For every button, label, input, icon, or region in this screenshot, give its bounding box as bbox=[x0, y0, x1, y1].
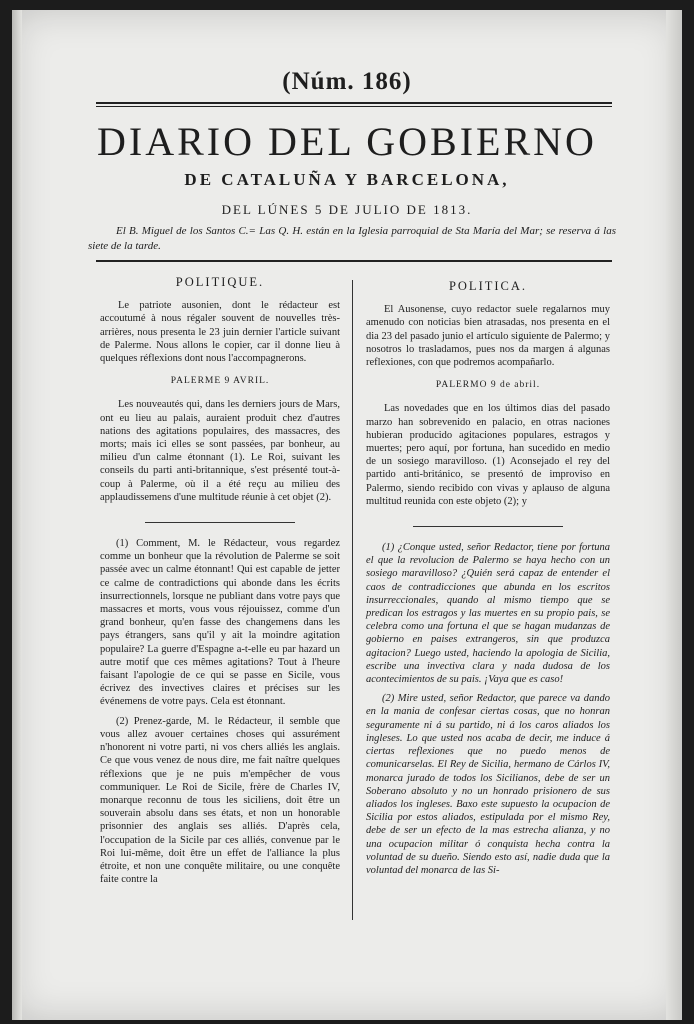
french-body: Les nouveautés qui, dans les derniers jours de Mars, ont eu lieu au palais, auraient produit chez d'autres nations des agitations populaires, des massacres, des morts; mais ici elles se sont passées, par bonheur, au milieu d'un calme étonnant (1). Le Roi, suivant les conseils du parti anti-britannique, s'est présenté tout-à-coup à Palerme, où il a été reçu au milieu des applaudissemens d'une multitude réunie à cet objet (2). bbox=[100, 399, 340, 503]
french-note-2: (2) Prenez-garde, M. le Rédacteur, il semble que vous allez avouer certaines choses qui assurément n'honorent ni votre parti, ni vos chers alliés les anglais. Ce que vous venez de nous dire, me fait naître quelques réflexions que je ne puis m'empêcher de vous communiquer. Le Roi de Sicile, frère de Charles IV, monarque reconnu de tous les siciliens, doit être un souverain absolu dans ses états, et non un honorable prisonnier des anglais ses alliés. D'après cela, l'occupation de la Sicile par ces alliés, convenue par le Roi lui-même, doit être un effet de l'alliance la plus étroite, et non une conquête militaire, ou une conquête faite contre la bbox=[100, 715, 340, 886]
french-intro: Le patriote ausonien, dont le rédacteur est accoutumé à nous régaler souvent de nouvelles très-arrières, nous presenta le 23 juin dernier l'article suivant de Palerme. Nous allons le copier, car il donne lieu à quelques réflexions dont nous l'accompagnerons. bbox=[100, 300, 340, 365]
issue-number: (Núm. 186) bbox=[282, 68, 412, 95]
issue-date: DEL LÚNES 5 DE JULIO DE 1813. bbox=[221, 202, 473, 217]
masthead-rule bbox=[96, 102, 612, 107]
spanish-intro: El Ausonense, cuyo redactor suele regalarnos muy amenudo con noticias bien atrasadas, nos presenta en el dia 23 del pasado junio el artículo siguiente de Palermo; y nosotros lo trasladamos, pues nos da margen á algunas reflexiones, con que podremos acompañarlo. bbox=[366, 304, 610, 369]
spanish-separator bbox=[413, 526, 563, 527]
spanish-body: Las novedades que en los últimos dias del pasado marzo han sobrevenido en palacio, en otras naciones hubieran producido agitaciones populares, estragos y muertes; pero aquí, por fortuna, han sucedido en medio de un sosiego maravilloso. (1) Aconsejado el rey del partido anti-británico, se presentó de improviso en Palermo, siendo recibido con vivas y aplauso de alguna multitud reunida con este objeto (2); y bbox=[366, 403, 610, 507]
newspaper-subtitle: DE CATALUÑA Y BARCELONA, bbox=[184, 170, 510, 189]
french-note-1: (1) Comment, M. le Rédacteur, vous regardez comme un bonheur que la révolution de Palerme se soit passée avec un calme étonnant! Qui est capable de jetter ce calme de contradictions qui abonde dans les écrits insurrectionnels, lorsque ne publiant dans votre pays que massacres et morts, vous vous réjouissez, comme d'un grand bonheur, qu'en fasse des changemens dans les pays étrangers, sans qu'il y ait la moindre agitation populaire? La guerre d'Espagne a-t-elle eu par hazard un autre motif que ces mêmes agitations? Tout à l'heure faisant l'apologie de ce qui se passe en Sicile, vous écrivez des invectives claires et précises sur les événemens de votre pays. Cela est étonnant. bbox=[100, 538, 340, 708]
newspaper-page bbox=[12, 10, 682, 1020]
masthead-bottom-rule bbox=[96, 260, 612, 262]
column-divider bbox=[352, 280, 353, 920]
french-dateline: PALERME 9 AVRIL. bbox=[170, 376, 270, 387]
french-heading: POLITIQUE. bbox=[175, 275, 265, 289]
spanish-column bbox=[366, 280, 610, 883]
french-separator bbox=[145, 522, 295, 523]
spanish-note-2: (2) Mire usted, señor Redactor, que parece va dando en la mania de confesar ciertas cosas, que no honran seguramente ni á su partido, ni á los caros aliados los ingleses. Lo que usted nos acaba de decir, me induce á ciertas reflexiones que no puedo menos de comunicarselas. El Rey de Sicilia, hermano de Cárlos IV, monarca jurado de todos los Sicilianos, debe de ser un Soberano absoluto y no un honrado prisionero de sus aliados los ingleses. Baxo este supuesto la ocupacion de Sicilia por estos aliados, estipulada por el mismo Rey, debe de ser un efecto de la mas estrecha alianza, y no una ocupacion militar ó conquista hecha contra la voluntad de su dueño. Siendo esto así, nadie duda que la voluntad del monarca de las Si- bbox=[366, 693, 610, 876]
french-column bbox=[100, 276, 340, 892]
spanish-heading: POLITICA. bbox=[448, 279, 528, 293]
spanish-dateline: PALERMO 9 de abril. bbox=[435, 380, 541, 391]
newspaper-title: DIARIO DEL GOBIERNO bbox=[97, 119, 597, 164]
saints-of-the-day: El B. Miguel de los Santos C.= Las Q. H. están en la Iglesia parroquial de Sta María del Mar; se reserva á las siete de la tarde. bbox=[88, 225, 616, 252]
spanish-note-1: (1) ¿Conque usted, señor Redactor, tiene por fortuna el que la revolucion de Palermo se haya hecho con un sosiego maravilloso? ¿Quién será capaz de entender el caos de contradicciones que abunda en los escritos insurreccionales, quando al mismo tiempo que se predican los estragos y las muertes en su propio pais, se celebra como una fortuna el que se hagan mudanzas de gobierno en paises extrangeros, sin que produzca agitacion? Luego usted, haciendo la apologia de Sicilia, escribe una invectiva clara y nada dudosa de los acontecimientos de su pais. ¡Vaya que es caso! bbox=[366, 542, 610, 686]
